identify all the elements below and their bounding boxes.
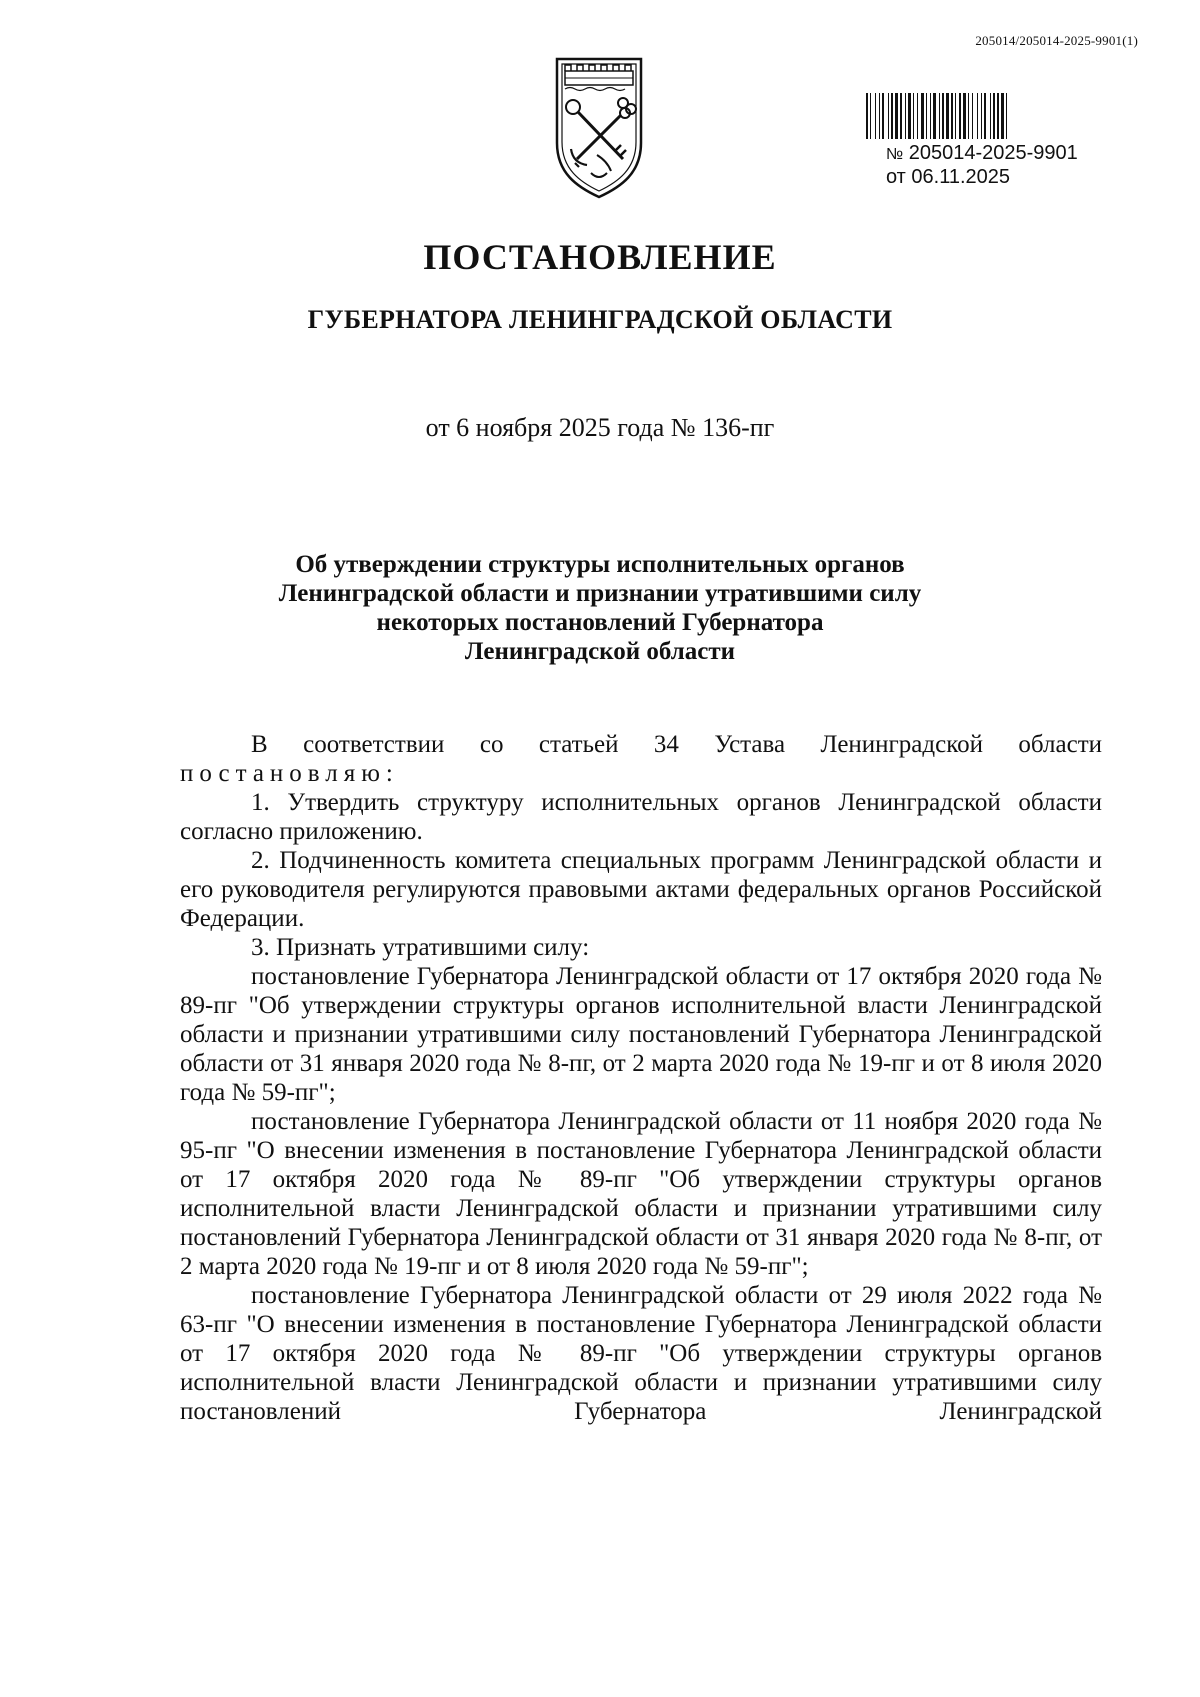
document-id: 205014/205014-2025-9901(1) bbox=[975, 33, 1138, 48]
coat-of-arms-icon bbox=[551, 55, 647, 203]
heading-line: Ленинградской области bbox=[464, 638, 736, 665]
paragraph-2: 2. Подчиненность комитета специальных программ Ленинградской области и его руководителя регулируются правовыми актами федеральных органов Российской Федерации. bbox=[180, 847, 1102, 932]
registration-number-value: 205014-2025-9901 bbox=[908, 142, 1078, 164]
registration-date-prefix: от bbox=[886, 166, 906, 188]
paragraph-4: постановление Губернатора Ленинградской области от 17 октября 2020 года № 89-пг "Об утверждении структуры органов исполнительной власти Ленинградской области и признании утратившими силу постановлений Губернатора Ленинградской области от 31 января 2020 года № 8-пг, от 2 марта 2020 года № 19-пг и от 8 июля 2020 года № 59-пг"; bbox=[180, 963, 1102, 1106]
paragraph-3: 3. Признать утратившими силу: bbox=[251, 934, 590, 961]
barcode-icon bbox=[866, 93, 1124, 139]
heading-line: некоторых постановлений Губернатора bbox=[376, 609, 824, 636]
registration-date-value: 06.11.2025 bbox=[911, 166, 1011, 188]
heading-line: Ленинградской области и признании утратившими силу bbox=[278, 580, 922, 607]
registration-block bbox=[886, 142, 1078, 189]
heading-line: Об утверждении структуры исполнительных органов bbox=[295, 551, 905, 578]
intro-paragraph bbox=[180, 730, 1102, 759]
registration-number bbox=[886, 142, 1078, 166]
paragraph-6: постановление Губернатора Ленинградской области от 29 июля 2022 года № 63-пг "О внесении изменения в постановление Губернатора Ленинградской области от 17 октября 2020 года № 89-пг "Об утверждении структуры органов исполнительной власти Ленинградской области и признании утратившими силу постановлений Губернатора Ленинградской bbox=[180, 1282, 1102, 1425]
document-heading bbox=[250, 550, 950, 666]
registration-date bbox=[886, 166, 1078, 189]
intro-text: В соответствии со статьей 34 Устава Ленинградской области bbox=[251, 731, 1102, 758]
document-title: ПОСТАНОВЛЕНИЕ bbox=[423, 237, 777, 277]
number-sign: № bbox=[886, 146, 904, 163]
document-body bbox=[180, 730, 1102, 1426]
decree-word: постановляю: bbox=[180, 760, 399, 787]
paragraph-5: постановление Губернатора Ленинградской области от 11 ноября 2020 года № 95-пг "О внесении изменения в постановление Губернатора Ленинградской области от 17 октября 2020 года № 89-пг "Об утверждении структуры органов исполнительной власти Ленинградской области и признании утратившими силу постановлений Губернатора Ленинградской области от 31 января 2020 года № 8-пг, от 2 марта 2020 года № 19-пг и от 8 июля 2020 года № 59-пг"; bbox=[180, 1108, 1102, 1280]
document-subtitle: ГУБЕРНАТОРА ЛЕНИНГРАДСКОЙ ОБЛАСТИ bbox=[307, 305, 893, 334]
document-date-number: от 6 ноября 2025 года № 136-пг bbox=[425, 413, 775, 442]
paragraph-1: 1. Утвердить структуру исполнительных органов Ленинградской области согласно приложению. bbox=[180, 789, 1102, 845]
